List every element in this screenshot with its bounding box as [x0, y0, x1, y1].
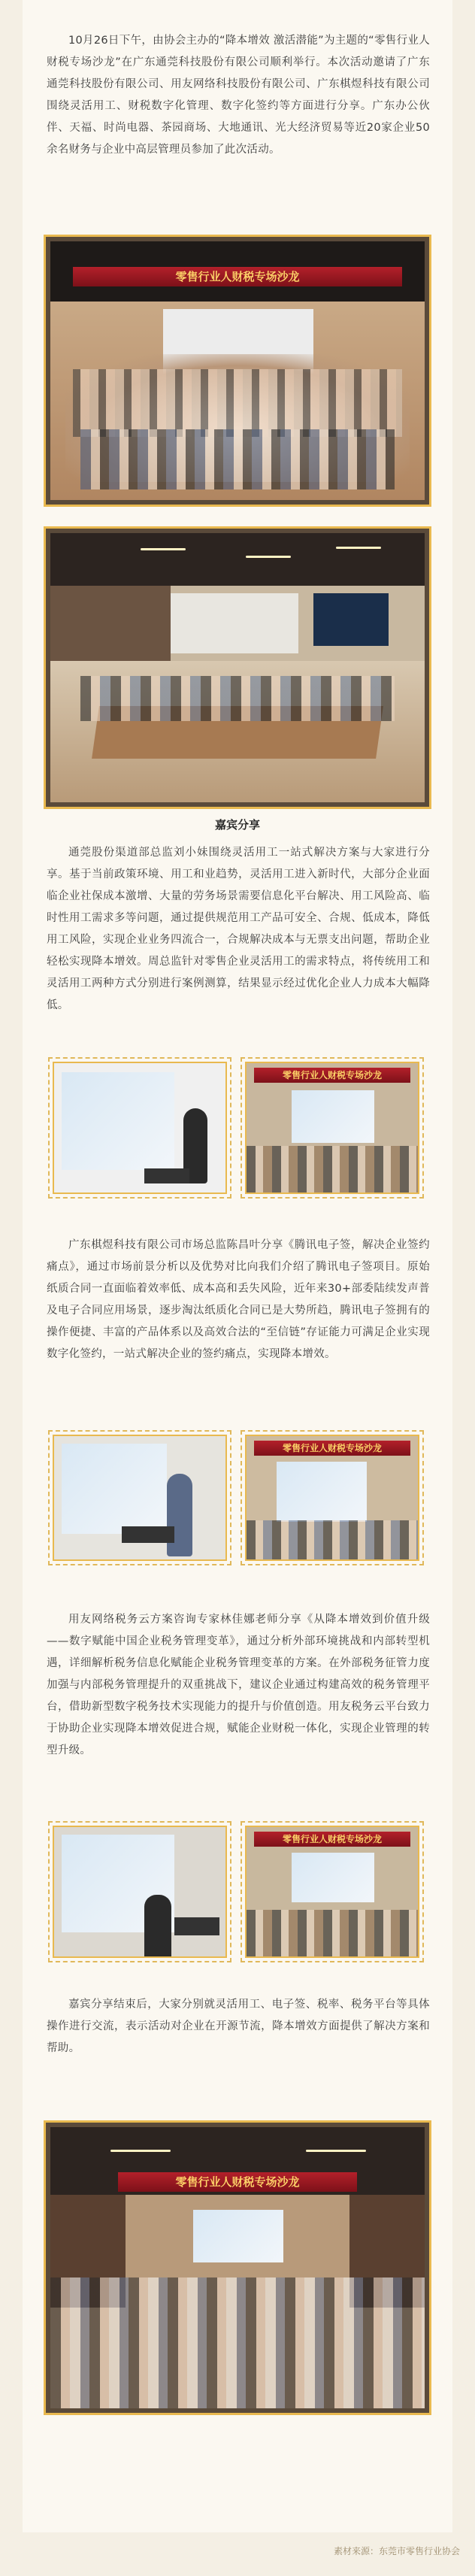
audience3-banner: 零售行业人财税专场沙龙 [254, 1832, 410, 1847]
source-footer: 素材来源：东莞市零售行业协会 [333, 2546, 460, 2556]
speaker3-paragraph: 用友网络税务云方案咨询专家林佳娜老师分享《从降本增效到价值升级——数字赋能中国企业税务管理变革》，通过分析外部环境挑战和内部转型机遇，详细解析税务信息化赋能企业税务管理变革的方案。在外部税务征管力度加强与内部税务管理提升的双重挑战下，建议企业通过构建高效的税务管理平台，借助新型数字税务技术实现能力的提升与价值创造。用友税务云平台致力于协助企业实现降本增效促进合规，赋能企业财税一体化，实现企业管理的转型升级。 [47, 1614, 430, 1756]
final-banner: 零售行业人财税专场沙龙 [118, 2172, 357, 2192]
speaker2-photo [53, 1435, 227, 1561]
audience1-banner: 零售行业人财税专场沙龙 [254, 1068, 410, 1083]
group-photo [44, 235, 431, 507]
event-banner: 零售行业人财税专场沙龙 [73, 267, 402, 286]
intro-paragraph: 10月26日下午，由协会主办的“降本增效 激活潜能”为主题的“零售行业人财税专场沙龙”在广东通莞科技股份有限公司顺利举行。本次活动邀请了广东通莞科技股份有限公司、用友网络科技股份有限公司、广东棋煜科技有限公司围绕灵活用工、财税数字化管理、数字化签约等方面进行分享。广东办公伙伴、天福、时尚电器、茶园商场、大地通讯、光大经济贸易等近20家企业50余名财务与企业中高层管理员参加了此次活动。 [47, 35, 430, 156]
audience2-banner: 零售行业人财税专场沙龙 [254, 1441, 410, 1456]
section-title: 嘉宾分享 [214, 818, 260, 832]
speaker2-paragraph: 广东棋煜科技有限公司市场总监陈昌叶分享《腾讯电子签，解决企业签约痛点》，通过市场前景分析以及优势对比向我们介绍了腾讯电子签项目。原始纸质合同一直面临着效率低、成本高和丢失风险，近年来30+部委陆续发声普及电子合同应用场景，逐步淘汰纸质化合同已是大势所趋，腾讯电子签拥有的操作便捷、丰富的产品体系以及高效合法的“至信链”存证能力可满足企业实现数字化签约，一站式解决企业的签约痛点，实现降本增效。 [47, 1239, 430, 1360]
closing-paragraph: 嘉宾分享结束后，大家分别就灵活用工、电子签、税率、税务平台等具体操作进行交流，表示活动对企业在开源节流，降本增效方面提供了解决方案和帮助。 [47, 1999, 430, 2054]
speaker3-photo [53, 1826, 227, 1958]
speaker1-photo [53, 1062, 227, 1194]
audience-wide-photo [44, 2120, 431, 2415]
meeting-room-photo [44, 526, 431, 809]
audience2-photo [245, 1435, 419, 1561]
speaker1-paragraph: 通莞股份渠道部总监刘小妹围绕灵活用工一站式解决方案与大家进行分享。基于当前政策环境、用工和业趋势，灵活用工进入新时代，大部分企业面临企业社保成本激增、大量的劳务场景需要信息化平台解决、用工风险高、临时性用工需求多等问题，通过提供规范用工产品可安全、合规、低成本，降低用工风险，实现企业业务四流合一，合规解决成本与无票支出问题，帮助企业轻松实现降本增效。周总监针对零售企业灵活用工的需求特点，将传统用工和灵活用工两种方式分别进行案例测算，结果显示经过优化企业人力成本大幅降低。 [47, 847, 430, 1011]
audience3-photo [245, 1826, 419, 1958]
audience1-photo [245, 1062, 419, 1194]
